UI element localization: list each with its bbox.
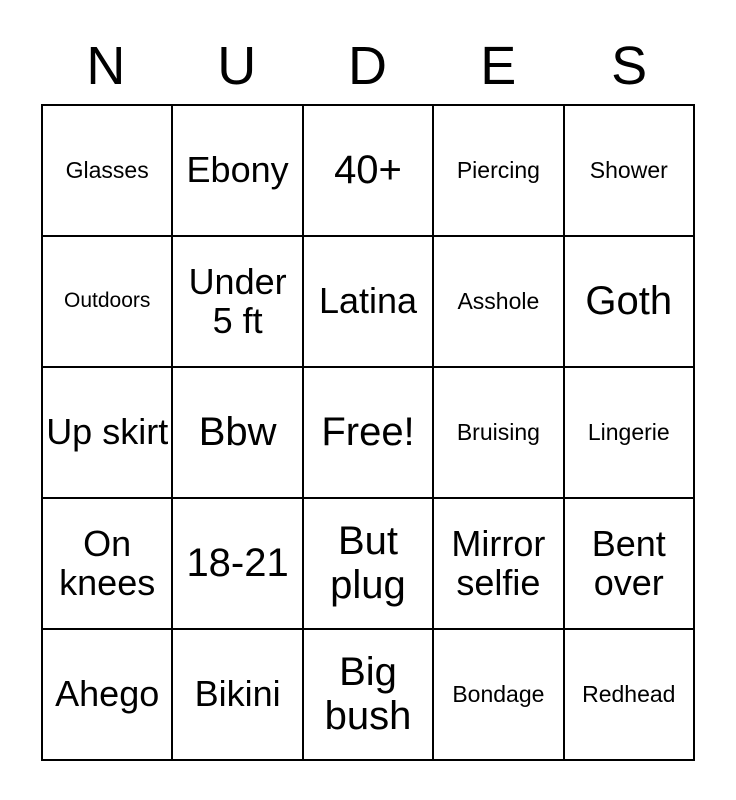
- bingo-cell-label: Mirror selfie: [451, 522, 546, 603]
- bingo-cell[interactable]: [304, 237, 434, 368]
- bingo-cell-label: Redhead: [582, 681, 676, 708]
- bingo-cell[interactable]: [434, 499, 564, 630]
- bingo-cell[interactable]: [304, 499, 434, 630]
- bingo-cell-label: Piercing: [456, 157, 540, 184]
- bingo-cell-label: Bikini: [194, 673, 281, 715]
- bingo-cell[interactable]: [43, 106, 173, 237]
- bingo-cell[interactable]: [43, 368, 173, 499]
- bingo-cell-label: Bent over: [591, 522, 666, 603]
- bingo-cell-label: Shower: [589, 157, 668, 184]
- bingo-cell-label: Ahego: [55, 673, 160, 715]
- bingo-cell-label: 40+: [334, 147, 402, 192]
- bingo-cell-label: Lingerie: [587, 419, 670, 446]
- bingo-cell-label: Bruising: [456, 419, 540, 446]
- bingo-cell-label: Glasses: [65, 157, 149, 184]
- bingo-grid: [41, 104, 695, 761]
- bingo-cell[interactable]: [565, 630, 695, 761]
- header-letter-3: D: [347, 36, 388, 96]
- bingo-cell-label: But plug: [330, 519, 406, 607]
- bingo-cell[interactable]: [173, 106, 303, 237]
- bingo-cell[interactable]: [173, 368, 303, 499]
- bingo-cell[interactable]: [304, 630, 434, 761]
- bingo-cell[interactable]: [434, 368, 564, 499]
- bingo-header: [41, 0, 695, 98]
- bingo-cell-label: Asshole: [457, 288, 540, 315]
- bingo-cell[interactable]: [173, 630, 303, 761]
- bingo-cell[interactable]: [304, 368, 434, 499]
- bingo-cell[interactable]: [565, 368, 695, 499]
- header-letter-2: U: [217, 36, 258, 96]
- bingo-cell-label: Latina: [318, 280, 418, 322]
- header-letter-1: N: [86, 36, 127, 96]
- bingo-cell[interactable]: [43, 237, 173, 368]
- bingo-cell[interactable]: [173, 499, 303, 630]
- header-letter-5: S: [611, 36, 649, 96]
- bingo-cell[interactable]: [43, 499, 173, 630]
- bingo-cell[interactable]: [304, 106, 434, 237]
- bingo-cell-label: Up skirt: [46, 411, 169, 453]
- bingo-cell-label: Bbw: [198, 409, 277, 454]
- bingo-cell-label: Outdoors: [64, 289, 151, 313]
- bingo-cell[interactable]: [565, 106, 695, 237]
- bingo-cell[interactable]: [43, 630, 173, 761]
- bingo-cell[interactable]: [434, 237, 564, 368]
- bingo-cell-label: Big bush: [324, 650, 412, 738]
- bingo-cell[interactable]: [434, 106, 564, 237]
- bingo-cell-label: Under 5 ft: [188, 260, 287, 341]
- bingo-cell-label: On knees: [59, 522, 156, 603]
- bingo-cell[interactable]: [565, 237, 695, 368]
- bingo-cell-label: Goth: [585, 278, 673, 323]
- header-letter-4: E: [480, 36, 518, 96]
- bingo-cell-label: 18-21: [186, 540, 289, 585]
- bingo-cell-label: Ebony: [186, 149, 289, 191]
- bingo-cell[interactable]: [434, 630, 564, 761]
- bingo-cell[interactable]: [173, 237, 303, 368]
- bingo-cell-label: Free!: [321, 409, 415, 454]
- bingo-cell[interactable]: [565, 499, 695, 630]
- bingo-cell-label: Bondage: [452, 681, 545, 708]
